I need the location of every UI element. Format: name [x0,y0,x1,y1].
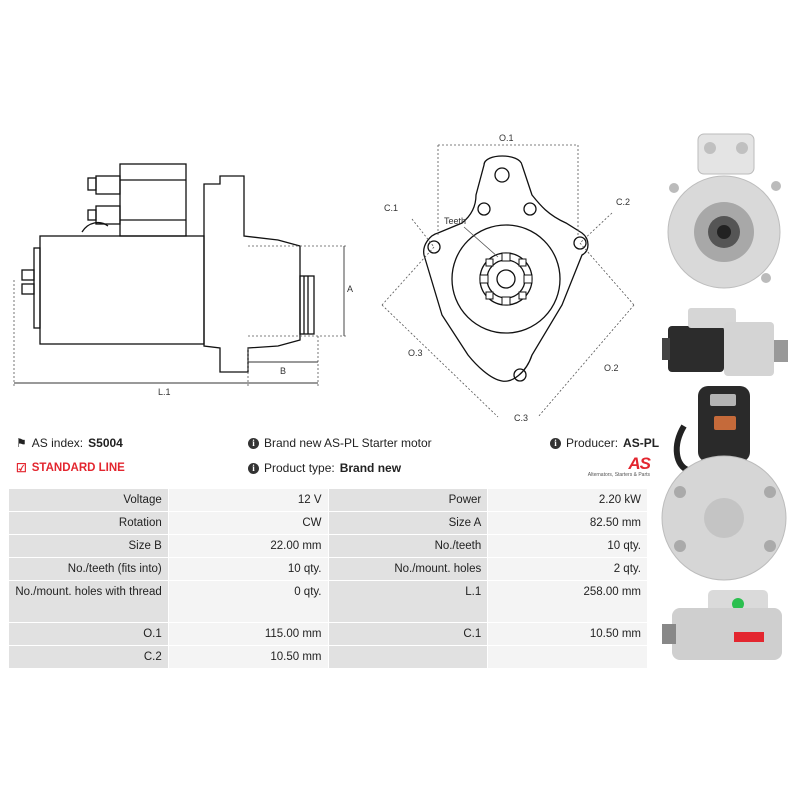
spec-label: C.1 [328,623,488,646]
spec-table [8,488,648,669]
spec-value: 10 qty. [168,558,328,581]
table-row [9,646,648,669]
dim-o1-label: O.1 [499,133,514,143]
info-icon: i [248,438,259,449]
spec-label: Rotation [9,512,169,535]
spec-label: Power [328,489,488,512]
description-text: Brand new AS-PL Starter motor [264,436,432,450]
info-icon: i [550,438,561,449]
product-photo-angle[interactable] [658,586,794,670]
spec-value: 10.50 mm [168,646,328,669]
dim-a-label: A [347,284,354,294]
producer-value: AS-PL [623,436,660,450]
standard-line [16,461,125,475]
product-photo-rear[interactable] [658,386,794,586]
dim-o3-label: O.3 [408,348,423,358]
spec-label: Voltage [9,489,169,512]
spec-value: 2 qty. [488,558,648,581]
spec-label: Size A [328,512,488,535]
dim-l1-label: L.1 [158,387,171,397]
spec-label: C.2 [9,646,169,669]
spec-value: 115.00 mm [168,623,328,646]
dim-c1-label: C.1 [384,203,399,213]
product-photo-side[interactable] [658,302,794,382]
product-type [248,461,401,475]
dim-c2-label: C.2 [616,197,631,207]
spec-value: CW [168,512,328,535]
logo-tagline: Alternators, Starters & Parts [587,472,650,478]
spec-value: 10.50 mm [488,623,648,646]
product-type-label: Product type: [264,461,335,475]
tag-icon: ⚑ [16,436,27,450]
product-photo-front[interactable] [658,128,794,296]
spec-label: No./mount. holes [328,558,488,581]
spec-label: No./teeth (fits into) [9,558,169,581]
dim-o2-label: O.2 [604,363,619,373]
table-row [9,623,648,646]
product-description [248,436,432,450]
side-view-drawing [8,150,358,400]
product-type-value: Brand new [339,461,402,475]
spec-value: 12 V [168,489,328,512]
as-index-value: S5004 [88,436,123,450]
spec-label: No./mount. holes with thread [9,581,169,623]
standard-line-label: STANDARD LINE [31,462,125,474]
table-row [9,581,648,623]
dim-b-label: B [280,366,287,376]
table-row [9,512,648,535]
spec-label [328,646,488,669]
dim-c3-label: C.3 [514,413,529,423]
spec-value: 82.50 mm [488,512,648,535]
front-view-drawing [372,125,652,425]
check-square-icon: ☑ [16,461,27,475]
spec-value: 2.20 kW [488,489,648,512]
info-icon: i [248,463,259,474]
producer [550,436,659,450]
logo-text: AS [628,454,650,473]
spec-label: No./teeth [328,535,488,558]
table-row [9,535,648,558]
as-index [16,436,123,450]
producer-label: Producer: [566,436,619,450]
spec-label: L.1 [328,581,488,623]
table-row [9,489,648,512]
as-index-label: AS index: [31,436,84,450]
spec-value [488,646,648,669]
table-row [9,558,648,581]
spec-label: O.1 [9,623,169,646]
as-pl-logo [560,454,650,484]
spec-label: Size B [9,535,169,558]
spec-value: 22.00 mm [168,535,328,558]
teeth-label: Teeth [444,216,467,226]
spec-value: 258.00 mm [488,581,648,623]
spec-value: 0 qty. [168,581,328,623]
spec-value: 10 qty. [488,535,648,558]
